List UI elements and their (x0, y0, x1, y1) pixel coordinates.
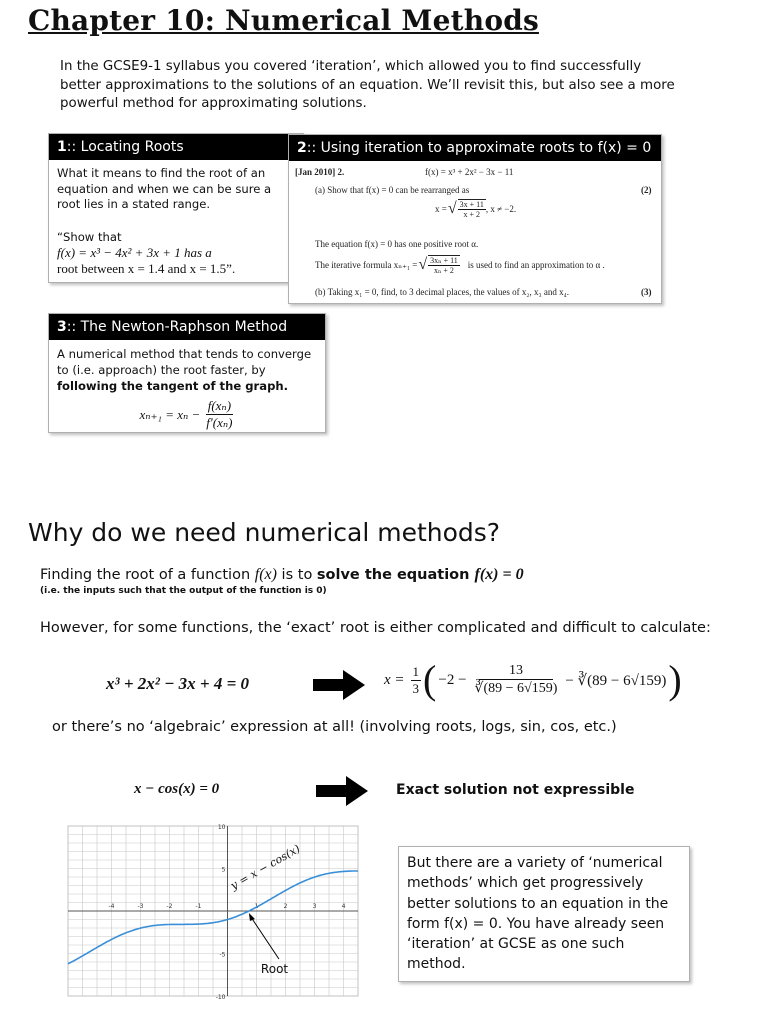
box-newton-raphson-header (49, 314, 325, 340)
equation-cubic: x³ + 2x² − 3x + 4 = 0 (106, 674, 250, 693)
intro-paragraph: In the GCSE9-1 syllabus you covered ‘iteration’, which allowed you to find successfully better approximations to the solutions of an equation. We’ll revisit this, but also see a more powerful method for approximating solutions. (60, 59, 675, 111)
exam-part-b-marks: (3) (641, 287, 652, 297)
box-locating-roots-header (49, 134, 303, 160)
graph-x-minus-cos (68, 824, 358, 1001)
x-tick-label: -4 (108, 903, 115, 910)
solution-third-den: 3 (412, 680, 420, 696)
quote-open: “Show that (57, 229, 122, 244)
iter-denominator: xₙ + 2 (433, 266, 454, 275)
arrow-right-icon (316, 776, 368, 806)
exam-iterative-formula: The iterative formula xₙ₊₁ = √ $\frac{\text{3xₙ + 11}}{\text{xₙ + 2}}$ is used to find an approximation to α . (315, 256, 605, 275)
root-label: Root (260, 962, 289, 976)
box-locating-roots-body (49, 160, 303, 283)
line1-bold: solve the equation (316, 567, 475, 583)
quote-equation: f(x) = x³ − 4x² + 3x + 1 has a (57, 244, 212, 260)
box-heading: :: Using iteration to approximate roots to f(x) = 0 (306, 140, 652, 156)
line1-eq: f(x) = 0 (474, 566, 524, 583)
x-tick-label: -3 (137, 903, 144, 910)
box-number: 3 (57, 319, 67, 335)
box-body-bold: following the tangent of the graph. (57, 379, 289, 393)
exam-tag: [Jan 2010] 2. (295, 167, 345, 177)
line-no-algebraic: or there’s no ‘algebraic’ expression at all! (involving roots, logs, sin, cos, etc.) (52, 719, 617, 735)
y-tick-label: 10 (217, 824, 226, 831)
page-title: Chapter 10: Numerical Methods (28, 4, 539, 37)
solution-third-num: 1 (412, 663, 420, 679)
note-inputs: (i.e. the inputs such that the output of the function is 0) (40, 586, 327, 596)
solution-x: x = (384, 671, 405, 688)
x-tick-label: 4 (341, 903, 346, 910)
rearr-lhs: x = (435, 204, 447, 214)
solution-frac-num: 13 (479, 663, 553, 680)
exam-part-b: (b) Taking x₁ = 0, find, to 3 decimal places, the values of x₂, x₃ and x₄. (315, 287, 570, 297)
box-newton-raphson-body (49, 340, 325, 437)
box-newton-raphson (48, 313, 326, 433)
line-finding-root (40, 566, 524, 584)
newton-formula (57, 398, 317, 431)
equation-cos: x − cos(x) = 0 (134, 781, 220, 797)
cubic-solution: x = $\frac{1}{3}$ ( −2 − $\frac{13}{∛(89 - 6√159)}$ − ∛(89 − 6√159) ) (384, 657, 682, 702)
box-body-text: A numerical method that tends to converge to (i.e. approach) the root faster, by (57, 347, 312, 377)
box-number: 1 (57, 139, 67, 155)
rearr-condition: , x ≠ −2. (485, 204, 517, 214)
quote-end: root between x = 1.4 and x = 1.5”. (57, 260, 236, 276)
box-iteration-header (289, 135, 661, 161)
solution-frac-den: ∛(89 − 6√159) (474, 681, 558, 696)
line1-mid: is to (276, 567, 317, 583)
y-tick-label: -10 (215, 994, 226, 1001)
box-body-text: What it means to find the root of an equation and when we can be sure a root lies in a stated range. (57, 166, 272, 211)
formula-numerator: f(xₙ) (207, 398, 232, 413)
line1-pre: Finding the root of a function (40, 567, 255, 583)
section-heading: Why do we need numerical methods? (28, 518, 501, 547)
exam-function: f(x) = x³ + 2x² − 3x − 11 (425, 167, 514, 177)
info-box-numerical-methods (398, 846, 690, 982)
y-tick-label: 5 (221, 866, 226, 874)
iter-lhs: The iterative formula xₙ₊₁ = (315, 259, 418, 270)
arrow-right-icon (313, 670, 365, 700)
box-heading: :: The Newton-Raphson Method (66, 319, 288, 335)
exam-part-a: (a) Show that f(x) = 0 can be rearranged as (315, 185, 470, 195)
solution-minus2: −2 − (438, 671, 467, 688)
x-tick-label: 2 (283, 903, 288, 910)
line-exact-root: However, for some functions, the ‘exact’ root is either complicated and difficult to calculate: (40, 620, 711, 636)
info-box-text: But there are a variety of ‘numerical methods’ which get progressively better solutions to an equation in the form f(x) = 0. You have already seen ‘iteration’ at GCSE as one such method. (407, 855, 669, 973)
iter-rest: is used to find an approximation to α . (467, 260, 605, 270)
formula-lhs: xₙ₊₁ = xₙ − (139, 406, 201, 422)
exact-not-expressible: Exact solution not expressible (396, 782, 635, 798)
rearr-numerator: 3x + 11 (459, 200, 484, 209)
line1-fx: f(x) (254, 566, 277, 583)
x-tick-label: 3 (312, 903, 317, 910)
x-tick-label: -1 (195, 903, 202, 910)
x-tick-label: 1 (254, 903, 259, 910)
curve-label: y = x − cos(x) (228, 842, 303, 893)
y-tick-label: -5 (219, 951, 226, 959)
box-locating-roots (48, 133, 304, 283)
box-heading: :: Locating Roots (66, 139, 184, 155)
rearr-denominator: x + 2 (463, 210, 480, 219)
formula-denominator: f′(xₙ) (206, 415, 233, 430)
exam-rearrangement: x = √ $\frac{3x + 11}{x + 2}$ , x ≠ −2. (435, 200, 517, 219)
exam-part-a-marks: (2) (641, 185, 652, 195)
exam-excerpt (289, 161, 661, 303)
solution-tail: − ∛(89 − 6√159) (565, 672, 667, 689)
box-iteration (288, 134, 662, 304)
box-number: 2 (297, 140, 307, 156)
exam-one-root: The equation f(x) = 0 has one positive root α. (315, 239, 479, 249)
x-tick-label: -2 (166, 903, 173, 910)
iter-numerator: 3xₙ + 11 (430, 256, 458, 265)
